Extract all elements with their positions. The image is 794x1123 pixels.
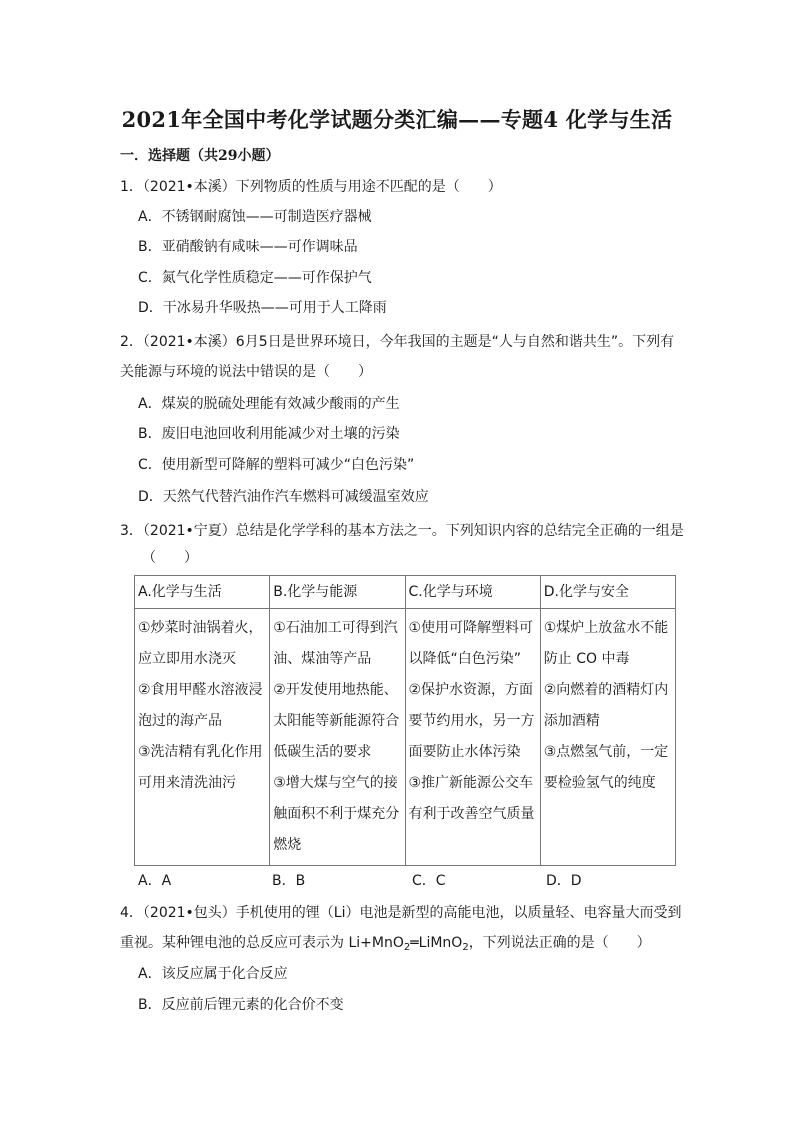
question-2-option-a: A．煤炭的脱硫处理能有效减少酸雨的产生 (138, 396, 400, 412)
question-3-answer-d: D．D (546, 873, 582, 889)
cell-text: 泡过的海产品 (138, 713, 222, 729)
cell-text: ②保护水资源，方面 (408, 682, 534, 698)
cell-text: 可用来清洗油污 (138, 775, 236, 791)
cell-text: ①石油加工可得到汽 (273, 620, 398, 636)
table-cell-c (405, 609, 540, 866)
table-header-row (135, 576, 676, 609)
question-3-answer-a: A．A (138, 873, 172, 889)
cell-text: 太阳能等新能源符合 (273, 713, 400, 729)
cell-text: 面要防止水体污染 (408, 744, 521, 760)
table-header-b: B.化学与能源 (270, 576, 405, 609)
question-1-option-a: A．不锈钢耐腐蚀——可制造医疗器械 (138, 209, 372, 225)
cell-text: ①使用可降解塑料可 (408, 620, 534, 636)
cell-text: ②食用甲醛水溶液浸 (138, 682, 263, 698)
question-2-stem-line-1: 2．（2021•本溪）6月5日是世界环境日，今年我国的主题是“人与自然和谐共生”。下列有 (120, 334, 675, 350)
cell-text: ①煤炉上放盆水不能 (543, 620, 669, 636)
table-cell-d (540, 609, 675, 866)
knowledge-summary-table (134, 575, 676, 866)
document-title: 2021年全国中考化学试题分类汇编——专题4 化学与生活 (121, 107, 673, 132)
question-1-stem: 1．（2021•本溪）下列物质的性质与用途不匹配的是（ ） (120, 179, 502, 195)
cell-text: ③推广新能源公交车 (408, 775, 534, 791)
question-2-stem-line-2: 关能源与环境的说法中错误的是（ ） (120, 364, 372, 380)
question-3-answer-b: B．B (272, 873, 306, 889)
question-4-option-b: B．反应前后锂元素的化合价不变 (138, 997, 344, 1013)
table-cell-a (135, 609, 270, 866)
cell-text: 要检验氢气的纯度 (543, 775, 656, 791)
cell-text: 触面积不利于煤充分 (273, 806, 400, 822)
cell-text: ②开发使用地热能、 (273, 682, 398, 698)
question-2-option-b: B．废旧电池回收利用能减少对土壤的污染 (138, 426, 400, 442)
cell-text: 有利于改善空气质量 (408, 806, 535, 822)
cell-text: 要节约用水，另一方 (408, 713, 535, 729)
table-row (135, 609, 676, 866)
question-2-option-d: D．天然气代替汽油作汽车燃料可减缓温室效应 (138, 489, 429, 505)
cell-text: ③洗洁精有乳化作用 (138, 744, 263, 760)
table-cell-b (270, 609, 405, 866)
cell-text: ②向燃着的酒精灯内 (543, 682, 669, 698)
cell-text: ③点燃氢气前，一定 (543, 744, 669, 760)
question-2-option-c: C．使用新型可降解的塑料可减少“白色污染” (138, 457, 415, 473)
question-1-option-d: D．干冰易升华吸热——可用于人工降雨 (138, 300, 387, 316)
question-3-stem-line-1: 3．（2021•宁夏）总结是化学学科的基本方法之一。下列知识内容的总结完全正确的一组是 (120, 523, 684, 539)
cell-text: 应立即用水浇灭 (138, 651, 236, 667)
cell-text: 添加酒精 (543, 713, 600, 729)
cell-text: 低碳生活的要求 (273, 744, 372, 760)
table-header-c: C.化学与环境 (405, 576, 540, 609)
cell-text: ①炒菜时油锅着火， (138, 620, 263, 636)
equation-prefix: 重视。某种锂电池的总反应可表示为 Li+MnO (120, 935, 404, 951)
question-3-stem-line-2: （ ） (142, 550, 198, 566)
question-1-option-c: C．氮气化学性质稳定——可作保护气 (138, 270, 372, 286)
equation-middle: ═LiMnO (410, 935, 463, 951)
cell-text: 燃烧 (273, 837, 302, 853)
cell-text: 以降低“白色污染” (408, 651, 522, 667)
question-3-answer-c: C．C (412, 873, 446, 889)
section-heading: 一．选择题（共29小题） (120, 148, 280, 164)
cell-text: ③增大煤与空气的接 (273, 775, 398, 791)
table-header-a: A.化学与生活 (135, 576, 270, 609)
subscript: 2 (462, 942, 469, 953)
question-4-stem-line-2 (120, 933, 651, 958)
question-4-stem-suffix: ，下列说法正确的是（ ） (468, 935, 651, 951)
table-header-d: D.化学与安全 (540, 576, 675, 609)
question-1-option-b: B．亚硝酸钠有咸味——可作调味品 (138, 239, 358, 255)
subscript: 2 (403, 942, 411, 953)
question-4-stem-line-1: 4．（2021•包头）手机使用的锂（Li）电池是新型的高能电池，以质量轻、电容量大而受到 (120, 905, 682, 921)
question-4-option-a: A．该反应属于化合反应 (138, 966, 288, 982)
cell-text: 油、煤油等产品 (273, 651, 372, 667)
cell-text: 防止 CO 中毒 (543, 651, 630, 667)
